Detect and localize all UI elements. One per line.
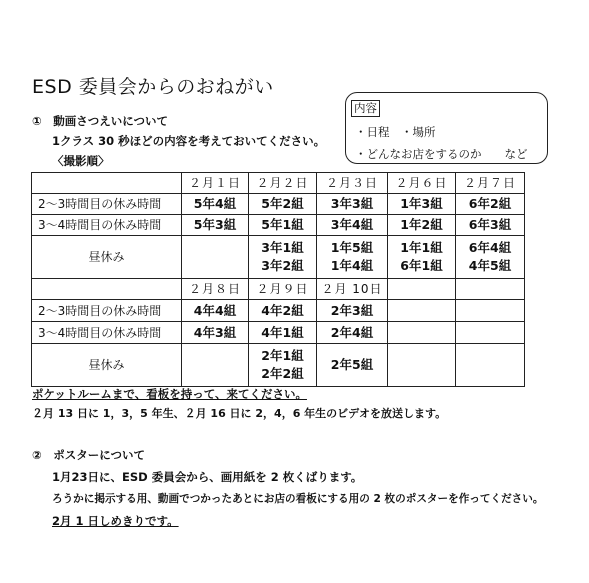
section1-instruction: 1クラス 30 秒ほどの内容を考えておいてください。 xyxy=(52,134,326,148)
table-cell: 2年4組 xyxy=(317,322,388,344)
section2-line: 1月23日に、ESD 委員会から、画用紙を 2 枚くばります。 xyxy=(52,470,363,484)
section2-line: ろうかに掲示する用、動画でつかったあとにお店の看板にする用の 2 枚のポスターを作ってください。 xyxy=(52,493,544,505)
table-cell: 6年4組 4年5組 xyxy=(456,236,525,279)
row-label: 昼休み xyxy=(32,344,182,387)
table-cell: 6年3組 xyxy=(456,215,525,236)
pocket-room-instruction: ポケットルームまで、看板を持って、来てください。 xyxy=(32,387,307,401)
row-label: 2～3時間目の休み時間 xyxy=(32,194,182,215)
table-cell xyxy=(456,344,525,387)
table-cell: 1年3組 xyxy=(388,194,456,215)
table-cell xyxy=(388,322,456,344)
table-row xyxy=(32,236,525,279)
table-cell: 2年1組 2年2組 xyxy=(249,344,317,387)
date-header: ２月 10日 xyxy=(317,279,388,300)
content-note-heading: 内容 xyxy=(351,100,380,117)
broadcast-schedule: ２月 13 日に 1，3，5 年生、２月 16 日に 2，4，6 年生のビデオを放送します。 xyxy=(32,407,447,420)
deadline-note: 2月 1 日しめきりです。 xyxy=(52,514,179,528)
date-header: ２月２日 xyxy=(249,173,317,194)
section2-heading: ② ポスターについて xyxy=(32,448,146,462)
table-cell: 4年2組 xyxy=(249,300,317,322)
table-cell: 5年4組 xyxy=(182,194,249,215)
table-row xyxy=(32,215,525,236)
row-label: 3～4時間目の休み時間 xyxy=(32,215,182,236)
date-header: ２月８日 xyxy=(182,279,249,300)
content-note-line: ・日程 ・場所 xyxy=(355,125,436,139)
table-cell: 2年3組 xyxy=(317,300,388,322)
table-row xyxy=(32,300,525,322)
table-cell xyxy=(32,173,182,194)
row-label: 2～3時間目の休み時間 xyxy=(32,300,182,322)
table-cell: 6年2組 xyxy=(456,194,525,215)
table-cell: 5年1組 xyxy=(249,215,317,236)
table-cell xyxy=(182,236,249,279)
table-cell: 5年2組 xyxy=(249,194,317,215)
table-cell: 1年5組 1年4組 xyxy=(317,236,388,279)
table-cell: 2年5組 xyxy=(317,344,388,387)
row-label: 昼休み xyxy=(32,236,182,279)
table-row xyxy=(32,173,525,194)
shooting-order-label: 〈撮影順〉 xyxy=(52,154,110,168)
table-cell xyxy=(456,322,525,344)
table-cell: 4年4組 xyxy=(182,300,249,322)
filming-schedule-table xyxy=(31,172,525,387)
table-cell: 3年3組 xyxy=(317,194,388,215)
table-cell xyxy=(182,344,249,387)
table-row xyxy=(32,279,525,300)
table-cell: 1年1組 6年1組 xyxy=(388,236,456,279)
table-row xyxy=(32,344,525,387)
table-cell xyxy=(456,300,525,322)
table-cell: 4年3組 xyxy=(182,322,249,344)
page-title: ESD 委員会からのおねがい xyxy=(32,76,274,98)
table-row xyxy=(32,322,525,344)
date-header: ２月３日 xyxy=(317,173,388,194)
table-cell: 5年3組 xyxy=(182,215,249,236)
table-cell xyxy=(456,279,525,300)
row-label: 3～4時間目の休み時間 xyxy=(32,322,182,344)
date-header: ２月７日 xyxy=(456,173,525,194)
date-header: ２月９日 xyxy=(249,279,317,300)
table-cell: 4年1組 xyxy=(249,322,317,344)
section1-heading: ① 動画さつえいについて xyxy=(32,114,169,128)
content-note-line: ・どんなお店をするのか など xyxy=(355,147,528,161)
table-cell xyxy=(32,279,182,300)
table-cell: 1年2組 xyxy=(388,215,456,236)
table-cell: 3年1組 3年2組 xyxy=(249,236,317,279)
table-row xyxy=(32,194,525,215)
table-cell xyxy=(388,344,456,387)
date-header: ２月１日 xyxy=(182,173,249,194)
table-cell: 3年4組 xyxy=(317,215,388,236)
table-cell xyxy=(388,300,456,322)
table-cell xyxy=(388,279,456,300)
date-header: ２月６日 xyxy=(388,173,456,194)
